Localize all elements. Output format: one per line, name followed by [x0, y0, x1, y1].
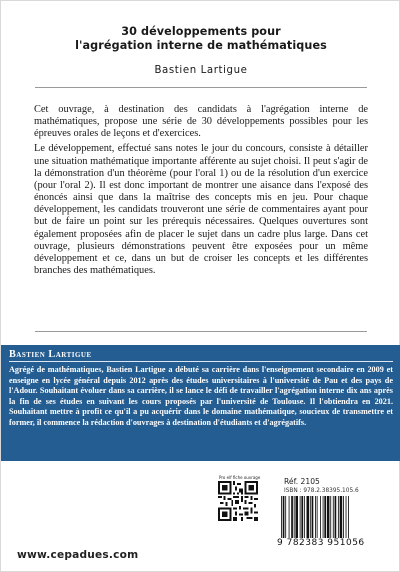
barcode-digits: 9 782383 951056 [277, 538, 365, 548]
divider-top [35, 87, 367, 88]
author-bio-box [1, 345, 400, 461]
bio-text: Agrégé de mathématiques, Bastien Lartigue a débuté sa carrière dans l'enseignement secondaire en 2009 et enseigne en lycée général depuis 2012 après des études universitaires à l'université de Pau et des pays de l'Adour. Souhaitant évoluer dans sa carrière, il se lance le défi de travailler l'agrégation interne dix ans après la fin de ses études en suivant les cours proposés par l'université de Toulouse. Il l'obtiendra en 2021. Souhaitant mettre à profit ce qu'il a pu acquérir dans le domaine mathématique, soucieux de transmettre et former, il commence la rédaction d'ouvrages à destination d'étudiants et d'agrégatifs. [9, 365, 393, 427]
barcode-icon [279, 496, 373, 538]
divider-bottom [35, 331, 367, 332]
qr-label: Pro elf fiche ouvrage [219, 475, 261, 480]
summary-paragraph-1: Cet ouvrage, à destination des candidats à l'agrégation interne de mathématiques, propose une série de 30 développements possibles pour les épreuves orales de leçons et d'exercices. [34, 104, 368, 140]
qr-code-icon[interactable] [218, 481, 258, 521]
book-title-line-2: l'agrégation interne de mathématiques [75, 39, 327, 52]
book-summary [34, 104, 368, 280]
book-title-line-1: 30 développements pour [121, 25, 281, 38]
cover-header [1, 25, 400, 77]
bio-divider [9, 361, 393, 362]
reference-number: Réf. 2105 [284, 477, 320, 486]
author-name: Bastien Lartigue [154, 65, 248, 76]
summary-paragraph-2: Le développement, effectué sans notes le jour du concours, consiste à détailler une situation mathématique importante afférente au sujet choisi. Il peut s'agir de la démonstration d'un théorème (pour l'oral 1) ou de la résolution d'un exercice (pour l'oral 2). Il est donc important de montrer une aisance dans l'exposé des énoncés ainsi que dans la maîtrise des concepts mis en jeu. Pour chaque développement, les candidats trouveront une série de commentaires ayant pour but de faire un point sur les prérequis nécessaires. Quelques ouvertures sont également proposées afin de placer le sujet dans un cadre plus large. Dans cet ouvrage, plusieurs démonstrations peuvent être exposées pour un même développement et ce, dans un but de croiser les concepts et les différentes branches des mathématiques. [34, 143, 368, 277]
bio-heading: Bastien Lartigue [9, 349, 92, 360]
isbn-number: ISBN : 978.2.38395.105.6 [284, 488, 359, 494]
publisher-website-link[interactable]: www.cepadues.com [17, 549, 139, 561]
